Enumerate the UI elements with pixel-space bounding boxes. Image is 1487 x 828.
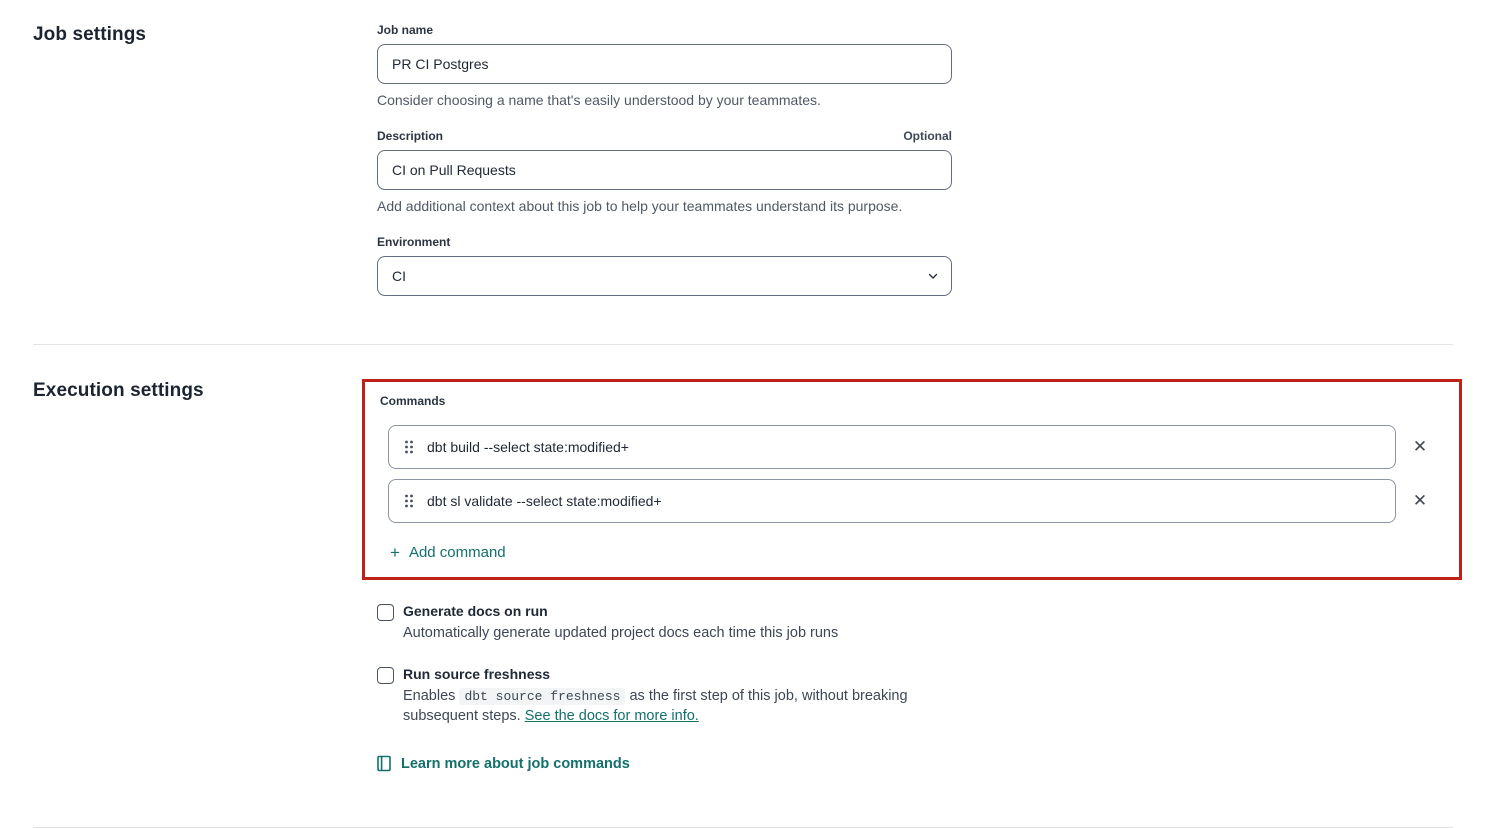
description-field <box>377 129 952 214</box>
command-row <box>388 479 1444 523</box>
job-settings-fields <box>377 23 1462 296</box>
plus-icon: + <box>390 543 400 562</box>
run-source-freshness-label: Run source freshness <box>403 666 551 682</box>
freshness-desc-suffix: as the first step of this job, without breaking subsequent steps. <box>403 688 908 724</box>
environment-field <box>377 235 952 296</box>
job-name-field <box>377 23 952 108</box>
freshness-code-snippet: dbt source freshness <box>459 688 625 705</box>
job-name-label: Job name <box>377 23 434 37</box>
remove-command-button[interactable] <box>1396 479 1444 523</box>
see-docs-link[interactable]: See the docs for more info. <box>524 708 699 724</box>
job-name-helper: Consider choosing a name that's easily understood by your teammates. <box>377 92 821 108</box>
execution-settings-section <box>33 379 1462 777</box>
learn-more-link[interactable] <box>377 755 630 772</box>
drag-handle-icon[interactable] <box>403 439 415 455</box>
book-icon <box>377 755 391 772</box>
remove-command-button[interactable] <box>1396 425 1444 469</box>
run-source-freshness-checkbox[interactable] <box>377 667 394 684</box>
generate-docs-description: Automatically generate updated project docs each time this job runs <box>403 625 839 641</box>
close-icon: ✕ <box>1412 491 1428 510</box>
add-command-label: Add command <box>408 544 506 561</box>
command-input-container <box>388 479 1396 523</box>
drag-handle-icon[interactable] <box>403 493 415 509</box>
description-label: Description <box>377 129 444 143</box>
run-source-freshness-description <box>403 686 953 726</box>
learn-more-label: Learn more about job commands <box>401 755 630 772</box>
generate-docs-group <box>377 603 1462 643</box>
generate-docs-checkbox[interactable] <box>377 604 394 621</box>
description-helper: Add additional context about this job to help your teammates understand its purpose. <box>377 198 903 214</box>
generate-docs-label: Generate docs on run <box>403 603 548 619</box>
description-input[interactable] <box>377 150 952 190</box>
command-input-container <box>388 425 1396 469</box>
run-source-freshness-group <box>377 666 1462 726</box>
execution-settings-fields <box>377 379 1462 777</box>
command-row <box>388 425 1444 469</box>
close-icon: ✕ <box>1412 437 1428 456</box>
command-input-1[interactable] <box>427 426 1385 468</box>
commands-highlight-box <box>362 379 1462 580</box>
execution-settings-heading: Execution settings <box>33 380 204 401</box>
commands-label: Commands <box>380 394 446 408</box>
job-settings-heading: Job settings <box>33 24 147 45</box>
job-settings-section <box>33 23 1462 296</box>
add-command-button[interactable] <box>390 544 506 561</box>
job-name-input[interactable] <box>377 44 952 84</box>
environment-selected-value: CI <box>392 268 406 284</box>
optional-badge: Optional <box>903 129 952 143</box>
section-divider <box>33 344 1453 345</box>
command-input-2[interactable] <box>427 480 1385 522</box>
chevron-down-icon <box>927 270 939 282</box>
freshness-desc-prefix: Enables <box>403 688 460 704</box>
environment-select[interactable] <box>377 256 952 296</box>
environment-label: Environment <box>377 235 451 249</box>
